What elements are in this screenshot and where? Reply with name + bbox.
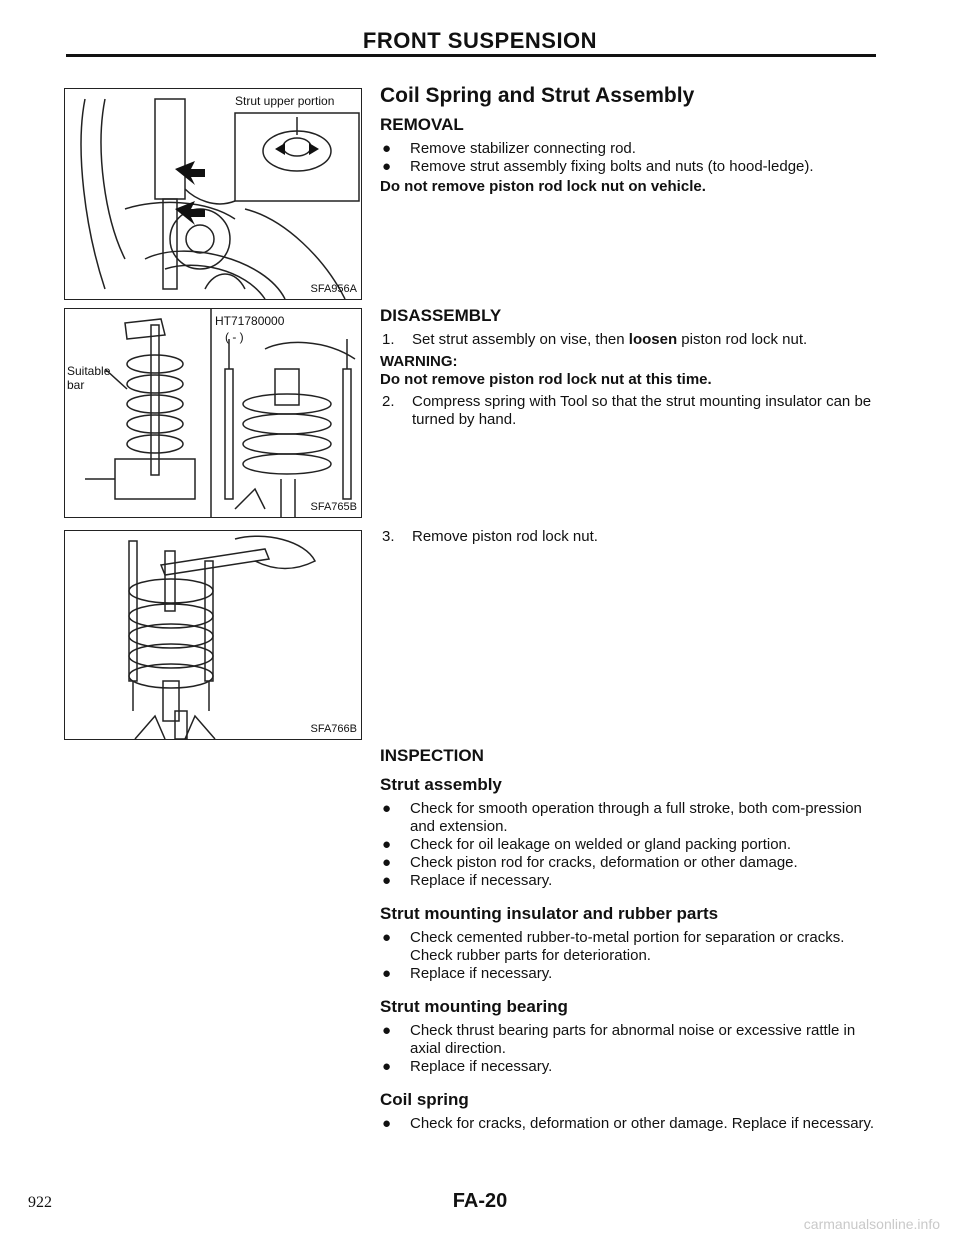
step-text-bold: loosen [628,331,678,348]
step-text: Remove piston rod lock nut. [412,528,598,545]
removal-section [380,84,880,196]
bar-label: bar [67,378,85,392]
list-item [380,1022,880,1058]
step-number: 3. [382,528,395,545]
figure-strut-upper [64,88,362,300]
list-item [380,929,880,965]
list-item-text: Remove strut assembly fixing bolts and nuts (to hood-ledge). [410,158,814,175]
inspection-section [380,746,880,1133]
coil-spring-list [380,1115,880,1133]
removal-heading: REMOVAL [380,115,464,134]
inspection-heading: INSPECTION [380,746,484,765]
lock-nut-illustration [65,531,361,739]
step-number: 2. [382,393,395,410]
figure-code: SFA765B [310,501,357,513]
list-item [380,836,880,854]
bullet: ● [382,1058,392,1075]
insulator-heading: Strut mounting insulator and rubber parts [380,904,719,923]
bullet: ● [382,854,392,871]
list-item [380,140,880,158]
disassembly-step3-section [380,528,880,546]
disassembly-step3 [380,528,880,546]
list-item [380,393,880,429]
list-item-text: Check for oil leakage on welded or gland packing portion. [410,836,792,853]
list-item-text: Replace if necessary. [410,1058,553,1075]
list-item [380,1115,880,1133]
suitable-label: Suitable [67,364,111,378]
tool-number-label: HT71780000 [215,314,285,328]
bullet: ● [382,158,392,175]
strut-assembly-heading: Strut assembly [380,775,502,794]
list-item-text: Replace if necessary. [410,872,553,889]
bearing-heading: Strut mounting bearing [380,997,568,1016]
strut-upper-illustration [65,89,361,299]
list-item [380,1058,880,1076]
figure-disassembly-vise [64,308,362,518]
disassembly-heading: DISASSEMBLY [380,306,502,325]
list-item [380,331,880,349]
figure-lock-nut [64,530,362,740]
disassembly-step1 [380,331,880,349]
step-text: Compress spring with Tool so that the strut mounting insulator can be turned by hand. [412,393,872,428]
watermark: carmanualsonline.info [803,1216,940,1232]
warning-label: WARNING: [380,353,458,370]
vise-compressor-illustration [65,309,361,517]
section-title: Coil Spring and Strut Assembly [380,84,695,107]
list-item [380,528,880,546]
list-item-text: Check piston rod for cracks, deformation or other damage. [410,854,798,871]
bullet: ● [382,929,392,946]
removal-warning: Do not remove piston rod lock nut on vehicle. [380,178,706,195]
list-item [380,800,880,836]
list-item [380,872,880,890]
bullet: ● [382,1115,392,1132]
bullet: ● [382,800,392,817]
insulator-list [380,929,880,983]
step-text: Set strut assembly on vise, then [412,331,629,348]
removal-list [380,140,880,176]
list-item [380,158,880,176]
list-item-text: Check for smooth operation through a full stroke, both com-pression and extension. [410,800,862,835]
coil-spring-heading: Coil spring [380,1090,469,1109]
tool-paren-label: ( - ) [225,330,244,344]
bullet: ● [382,1022,392,1039]
bullet: ● [382,836,392,853]
page-number: 922 [28,1194,52,1211]
disassembly-section [380,306,880,429]
list-item-text: Replace if necessary. [410,965,553,982]
step-text: piston rod lock nut. [677,331,808,348]
figure-code: SFA766B [310,723,357,735]
strut-assembly-list [380,800,880,890]
warning-text: Do not remove piston rod lock nut at this time. [380,371,712,388]
page-code: FA-20 [452,1190,508,1212]
list-item [380,854,880,872]
list-item-text: Check thrust bearing parts for abnormal noise or excessive rattle in axial direction. [410,1022,856,1057]
bullet: ● [382,140,392,157]
bearing-list [380,1022,880,1076]
list-item-text: Check cemented rubber-to-metal portion for separation or cracks. Check rubber parts for deterioration. [410,929,845,964]
bullet: ● [382,872,392,889]
bullet: ● [382,965,392,982]
header-rule [66,54,876,57]
step-number: 1. [382,331,395,348]
list-item-text: Remove stabilizer connecting rod. [410,140,636,157]
disassembly-step2 [380,393,880,429]
list-item-text: Check for cracks, deformation or other damage. Replace if necessary. [410,1115,875,1132]
figure-label-strut-upper: Strut upper portion [235,94,335,108]
page-header-title: FRONT SUSPENSION [362,28,598,53]
list-item [380,965,880,983]
figure-code: SFA956A [310,283,357,295]
